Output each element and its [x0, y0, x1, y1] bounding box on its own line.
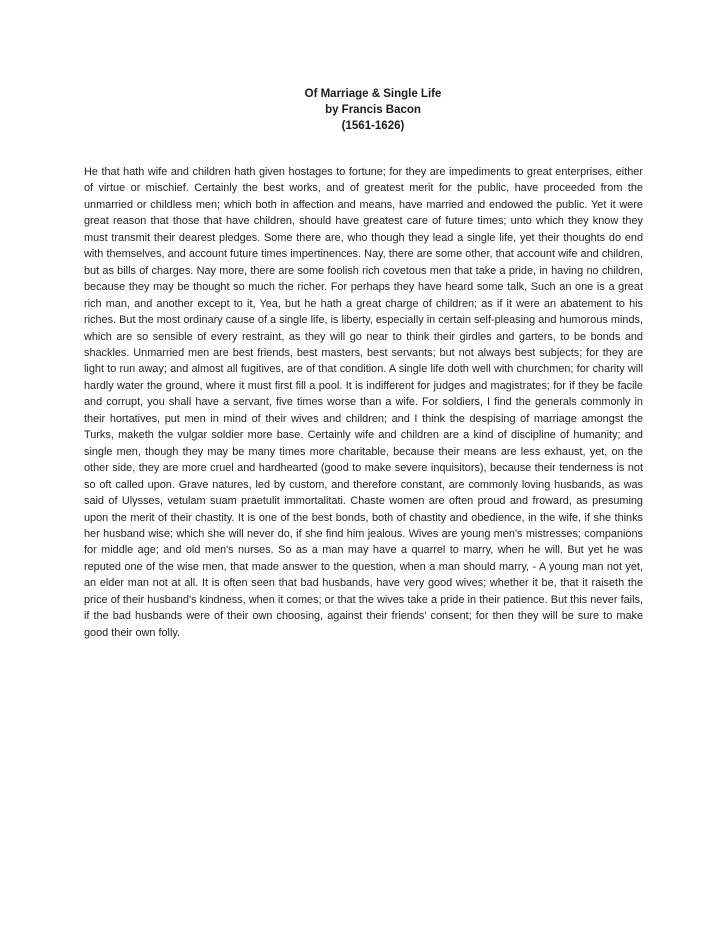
author-line: by Francis Bacon — [325, 104, 421, 116]
essay-body: He that hath wife and children hath given hostages to fortune; for they are impediments to great enterprises, either of virtue or mischief. Certainly the best works, and of greatest merit for the public, have proceeded from the unmarried or childless men; which both in affection and means, have married and endowed the public. Yet it were great reason that those that have children, should have greatest care of future times; unto which they know they must transmit their dearest pledges. Some there are, who though they lead a single life, yet their thoughts do end with themselves, and account future times impertinences. Nay, there are some other, that account wife and children, but as bills of charges. Nay more, there are some foolish rich covetous men that take a pride, in having no children, because they may be thought so much the richer. For perhaps they have heard some talk, Such an one is a great rich man, and another except to it, Yea, but he hath a great charge of children; as if it were an abatement to his riches. But the most ordinary cause of a single life, is liberty, especially in certain self-pleasing and humorous minds, which are so sensible of every restraint, as they will go near to think their girdles and garters, to be bonds and shackles. Unmarried men are best friends, best masters, best servants; but not always best subjects; for they are light to run away; and almost all fugitives, are of that condition. A single life doth well with churchmen; for charity will hardly water the ground, where it must first fill a pool. It is indifferent for judges and magistrates; for if they be facile and corrupt, you shall have a servant, five times worse than a wife. For soldiers, I find the generals commonly in their hortatives, put men in mind of their wives and children; and I think the despising of marriage amongst the Turks, maketh the vulgar soldier more base. Certainly wife and children are a kind of discipline of humanity; and single men, though they may be many times more charitable, because their means are less exhaust, yet, on the other side, they are more cruel and hardhearted (good to make severe inquisitors), because their tenderness is not so oft called upon. Grave natures, led by custom, and therefore constant, are commonly loving husbands, as was said of Ulysses, vetulam suam praetulit immortalitati. Chaste women are often proud and froward, as presuming upon the merit of their chastity. It is one of the best bonds, both of chastity and obedience, in the wife, if she thinks her husband wise; which she will never do, if she find him jealous. Wives are young men's mistresses; companions for middle age; and old men's nurses. So as a man may have a quarrel to marry, when he will. But yet he was reputed one of the wise men, that made answer to the question, when a man should marry, - A young man not yet, an elder man not at all. It is often seen that bad husbands, have very good wives; whether it be, that it raiseth the price of their husband's kindness, when it comes; or that the wives take a pride in their patience. But this never fails, if the bad husbands were of their own choosing, against their friends' consent; for then they will be sure to make good their own folly. — [84, 166, 643, 639]
title-block — [0, 86, 728, 134]
document-title: Of Marriage & Single Life — [304, 88, 442, 100]
author-dates: (1561-1626) — [341, 120, 405, 132]
